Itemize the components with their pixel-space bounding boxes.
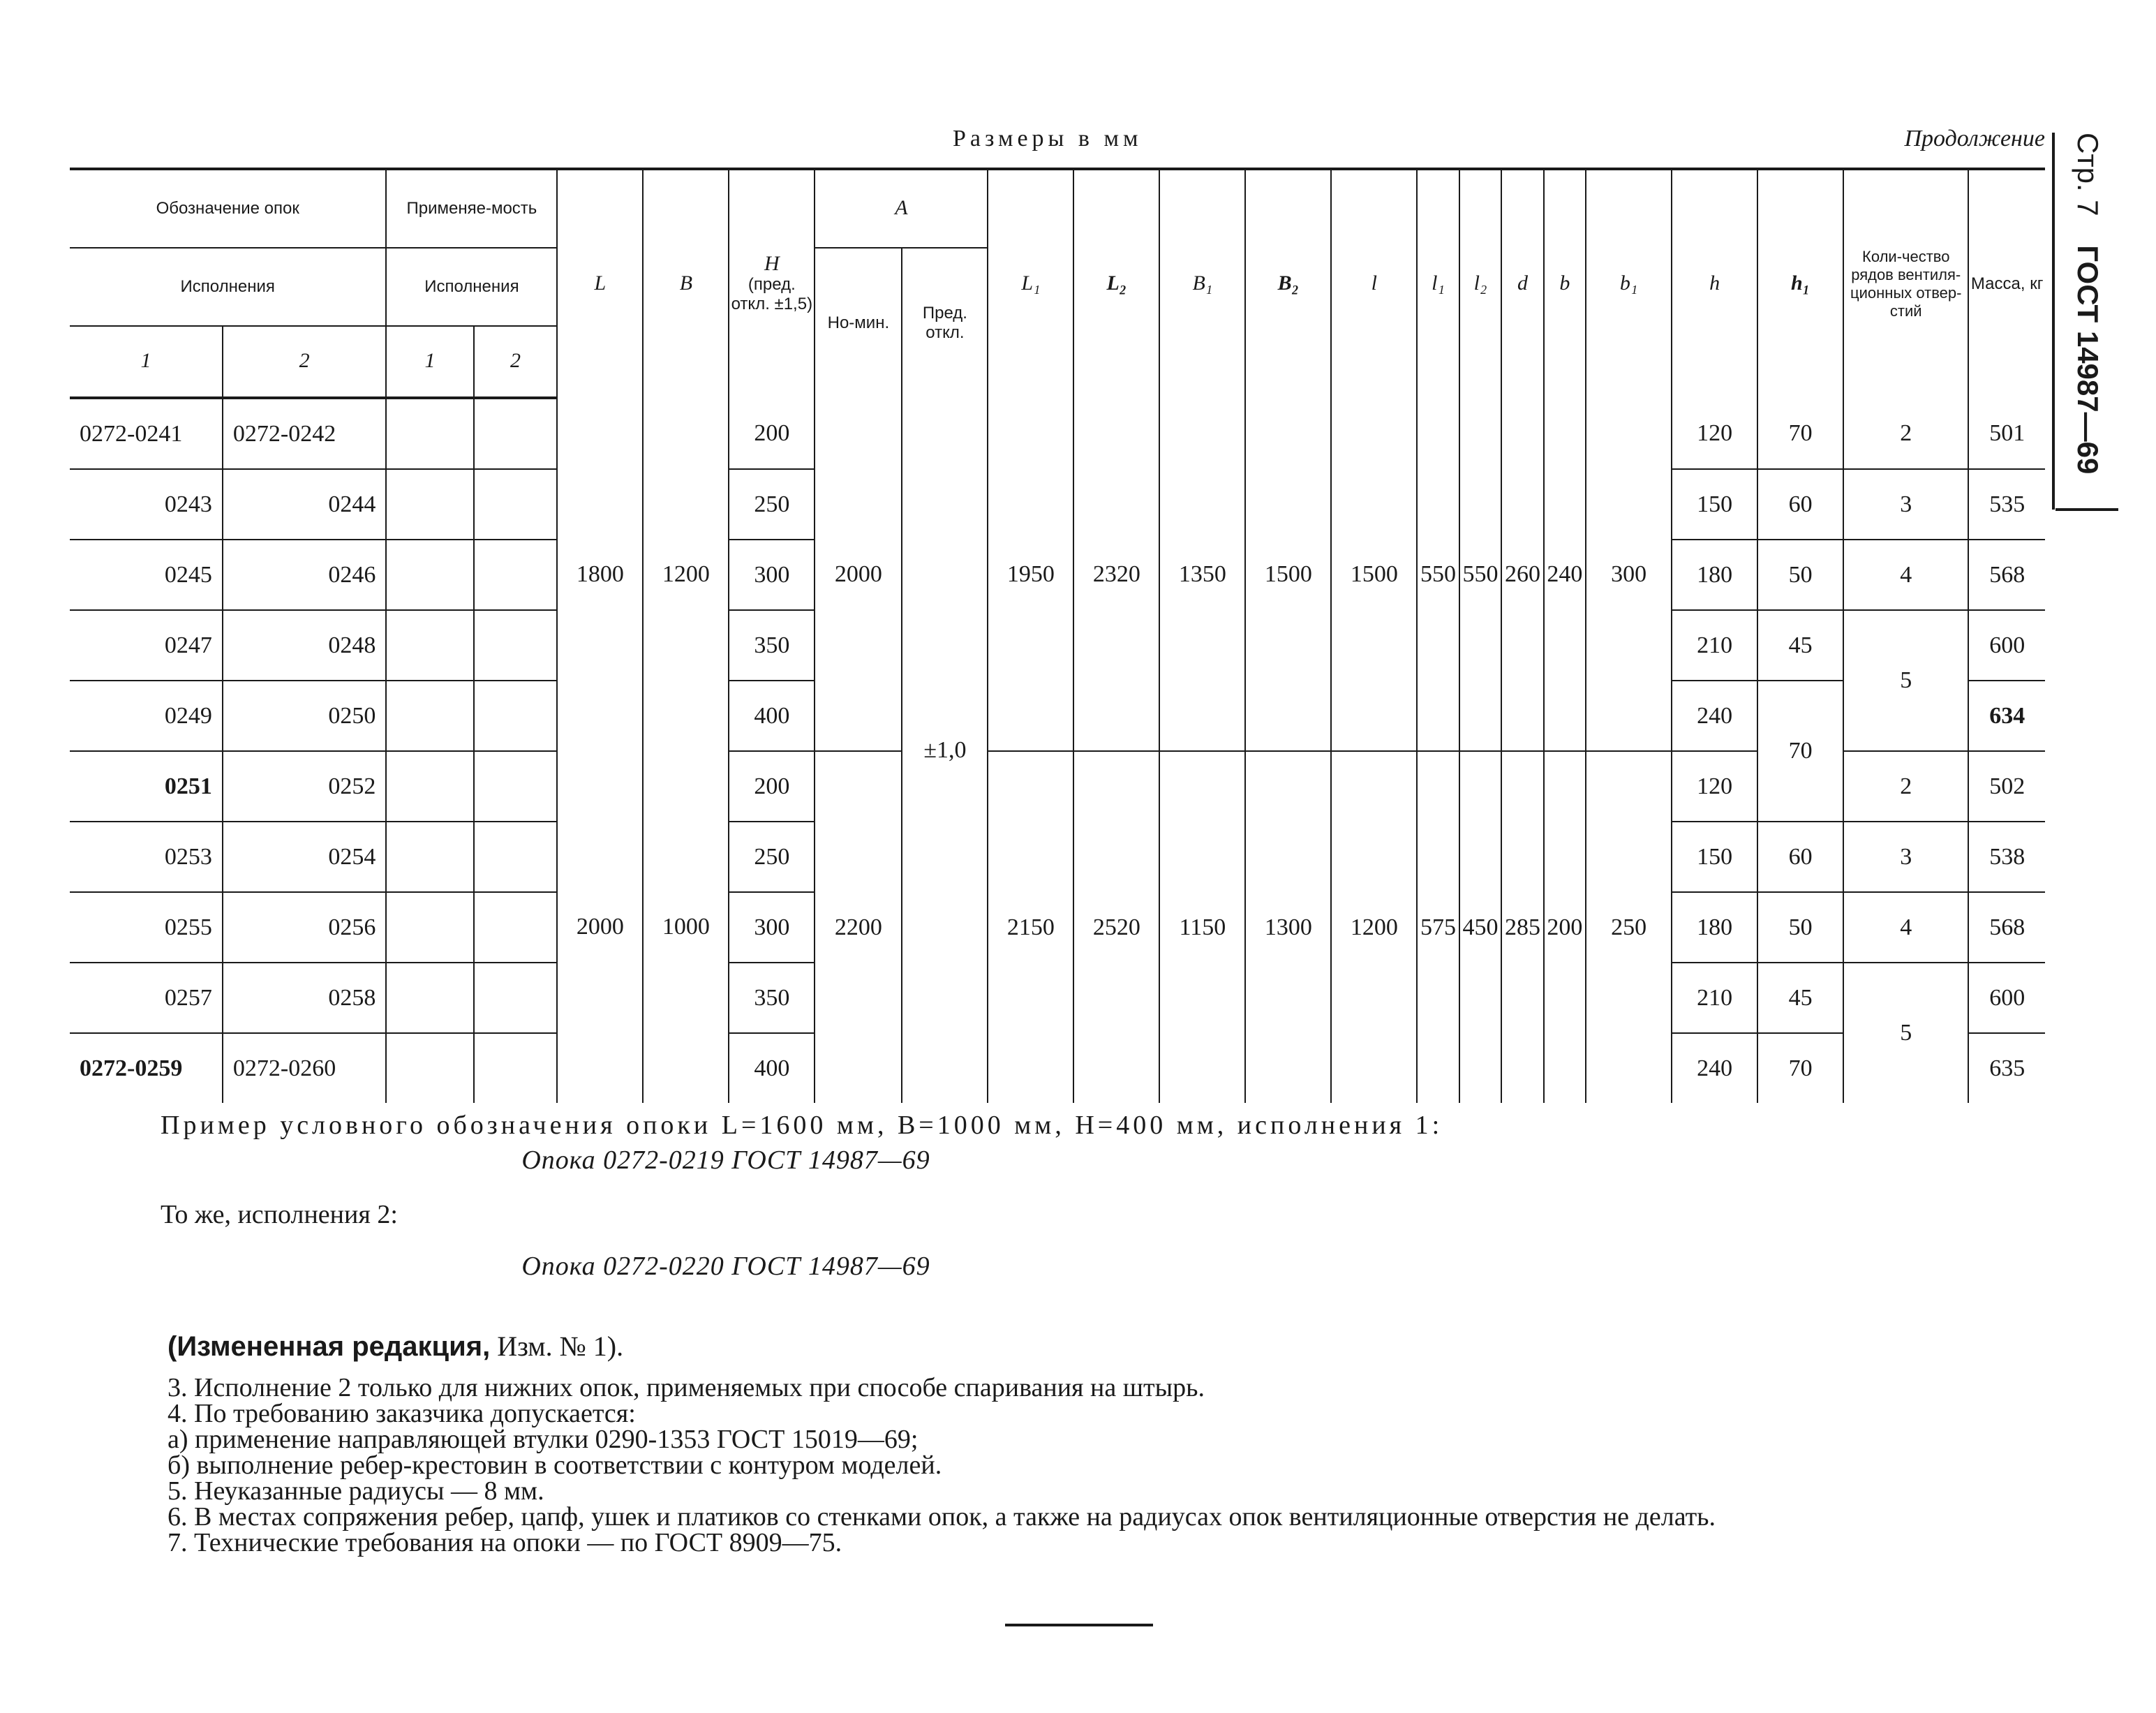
cell-mass: 635 [1968,1033,2045,1103]
note-4a: а) применение направляющей втулки 0290-1353 ГОСТ 15019—69; [168,1425,919,1454]
cell-L: 2000 [557,751,643,1103]
cell-d: 285 [1501,751,1543,1103]
header-rows-count: Коли-чество рядов вентиля-ционных отвер-стий [1843,169,1968,398]
applicability-2 [474,540,558,610]
applicability-1 [386,398,473,469]
designation-2: 0256 [223,892,387,963]
header-l1: l₁ [1417,169,1459,398]
example-same: То же, исполнения 2: [161,1200,398,1229]
cell-mass: 600 [1968,963,2045,1033]
header-var2-col: 2 [223,326,387,398]
spec-table [70,168,2045,1103]
designation-1: 0249 [70,681,223,751]
header-app1-col: 1 [386,326,473,398]
cell-l: 1200 [1331,751,1417,1103]
cell-mass: 538 [1968,822,2045,892]
applicability-2 [474,681,558,751]
cell-H: 250 [729,822,815,892]
cell-rows-count: 4 [1843,540,1968,610]
cell-l1: 550 [1417,398,1459,751]
applicability-2 [474,963,558,1033]
header-b: b [1544,169,1586,398]
cell-h1: 60 [1757,469,1843,540]
applicability-1 [386,681,473,751]
header-app2-col: 2 [474,326,558,398]
cell-h1: 50 [1757,540,1843,610]
note-4: 4. По требованию заказчика допускается: [168,1399,636,1428]
cell-mass: 568 [1968,540,2045,610]
header-h: h [1672,169,1757,398]
header-h1: h₁ [1757,169,1843,398]
designation-2: 0252 [223,751,387,822]
applicability-2 [474,892,558,963]
cell-h1: 70 [1757,398,1843,469]
cell-h: 210 [1672,963,1757,1033]
page-label: Стр. 7 [2072,133,2104,216]
cell-mass: 634 [1968,681,2045,751]
cell-H: 350 [729,963,815,1033]
designation-2: 0248 [223,610,387,681]
cell-mass: 600 [1968,610,2045,681]
applicability-2 [474,1033,558,1103]
cell-h: 120 [1672,398,1757,469]
cell-H: 250 [729,469,815,540]
note-3: 3. Исполнение 2 только для нижних опок, применяемых при способе спаривания на штырь. [168,1373,1205,1402]
applicability-1 [386,892,473,963]
header-B2: B₂ [1245,169,1331,398]
cell-L1: 2150 [988,751,1073,1103]
designation-1: 0243 [70,469,223,540]
header-L: L [557,169,643,398]
spec-table-wrapper [70,168,2045,1103]
cell-H: 300 [729,540,815,610]
cell-h1: 70 [1757,681,1843,822]
designation-1: 0253 [70,822,223,892]
bottom-rule [1005,1624,1153,1626]
header-line [70,126,2045,161]
designation-2: 0246 [223,540,387,610]
designation-2: 0254 [223,822,387,892]
applicability-2 [474,610,558,681]
cell-h1: 70 [1757,1033,1843,1103]
cell-H: 400 [729,1033,815,1103]
header-var1-col: 1 [70,326,223,398]
cell-h: 210 [1672,610,1757,681]
designation-2: 0258 [223,963,387,1033]
designation-2: 0272-0242 [223,398,387,469]
table-row [70,398,2045,469]
header-applicability: Применяе-мость [386,169,557,248]
cell-h: 240 [1672,1033,1757,1103]
designation-1: 0245 [70,540,223,610]
designation-1: 0255 [70,892,223,963]
example-designation-1: Опока 0272-0219 ГОСТ 14987—69 [521,1145,930,1175]
applicability-1 [386,822,473,892]
header-A-tol: Пред. откл. [902,248,988,398]
cell-h1: 60 [1757,822,1843,892]
header-variants-1: Исполнения [70,248,386,326]
cell-B: 1200 [643,398,729,751]
example-block [161,1110,2045,1282]
cell-h: 120 [1672,751,1757,822]
cell-b1: 300 [1586,398,1672,751]
header-l: l [1331,169,1417,398]
cell-L1: 1950 [988,398,1073,751]
note-5: 5. Неуказанные радиусы — 8 мм. [168,1476,544,1506]
side-header [2062,133,2118,524]
header-l2: l₂ [1459,169,1501,398]
cell-b: 240 [1544,398,1586,751]
cell-h: 180 [1672,540,1757,610]
notes-block [168,1330,2052,1557]
header-L2: L₂ [1073,169,1159,398]
header-A-nom: Но-мин. [815,248,902,398]
cell-B2: 1500 [1245,398,1331,751]
standard-label: ГОСТ 14987—69 [2072,245,2104,475]
cell-rows-count: 5 [1843,963,1968,1103]
designation-1: 0251 [70,751,223,822]
header-mass: Масса, кг [1968,169,2045,398]
header-B1: B₁ [1159,169,1245,398]
applicability-1 [386,1033,473,1103]
note-7: 7. Технические требования на опоки — по ГОСТ 8909—75. [168,1528,842,1557]
amendment-note: (Измененная редакция, Изм. № 1). [168,1330,624,1362]
cell-l: 1500 [1331,398,1417,751]
applicability-2 [474,398,558,469]
cell-rows-count: 5 [1843,610,1968,751]
header-A: A [815,169,988,248]
table-row [70,751,2045,822]
cell-h1: 50 [1757,892,1843,963]
header-L1: L₁ [988,169,1073,398]
note-4b: б) выполнение ребер-крестовин в соответствии с контуром моделей. [168,1451,942,1480]
cell-B: 1000 [643,751,729,1103]
header-d: d [1501,169,1543,398]
designation-2: 0272-0260 [223,1033,387,1103]
cell-h1: 45 [1757,610,1843,681]
cell-H: 200 [729,751,815,822]
applicability-1 [386,469,473,540]
applicability-2 [474,751,558,822]
cell-mass: 568 [1968,892,2045,963]
cell-rows-count: 3 [1843,822,1968,892]
designation-2: 0244 [223,469,387,540]
cell-rows-count: 4 [1843,892,1968,963]
cell-mass: 535 [1968,469,2045,540]
header-designation: Обозначение опок [70,169,386,248]
applicability-2 [474,822,558,892]
example-designation-2: Опока 0272-0220 ГОСТ 14987—69 [521,1252,930,1281]
cell-H: 350 [729,610,815,681]
header-B: B [643,169,729,398]
applicability-1 [386,963,473,1033]
designation-1: 0272-0259 [80,1055,183,1081]
note-6: 6. В местах сопряжения ребер, цапф, ушек и платиков со стенками опок, а также на радиусах опок вентиляционные отверстия не делать. [168,1502,1716,1532]
cell-b: 200 [1544,751,1586,1103]
applicability-2 [474,469,558,540]
cell-mass: 502 [1968,751,2045,822]
header-b1: b₁ [1586,169,1672,398]
example-intro: Пример условного обозначения опоки L=1600 мм, B=1000 мм, H=400 мм, исполнения 1: [161,1111,1443,1140]
cell-rows-count: 3 [1843,469,1968,540]
designation-1: 0257 [70,963,223,1033]
cell-h: 150 [1672,822,1757,892]
designation-1: 0272-0241 [70,398,223,469]
cell-A-nom: 2200 [815,751,902,1103]
header-variants-2: Исполнения [386,248,557,326]
cell-B1: 1350 [1159,398,1245,751]
cell-A-nom: 2000 [815,398,902,751]
cell-rows-count: 2 [1843,751,1968,822]
cell-h: 180 [1672,892,1757,963]
applicability-1 [386,751,473,822]
cell-l1: 575 [1417,751,1459,1103]
cell-l2: 550 [1459,398,1501,751]
side-rule [2052,133,2055,510]
cell-L2: 2320 [1073,398,1159,751]
continuation-label: Продолжение [1904,126,2045,151]
applicability-1 [386,610,473,681]
cell-H: 400 [729,681,815,751]
cell-H: 200 [729,398,815,469]
cell-h1: 45 [1757,963,1843,1033]
cell-b1: 250 [1586,751,1672,1103]
header-H: H (пред. откл. ±1,5) [729,169,815,398]
cell-h: 150 [1672,469,1757,540]
cell-L2: 2520 [1073,751,1159,1103]
cell-L: 1800 [557,398,643,751]
cell-d: 260 [1501,398,1543,751]
cell-A-tol: ±1,0 [902,398,988,1103]
cell-rows-count: 2 [1843,398,1968,469]
applicability-1 [386,540,473,610]
cell-l2: 450 [1459,751,1501,1103]
cell-h: 240 [1672,681,1757,751]
cell-mass: 501 [1968,398,2045,469]
cell-H: 300 [729,892,815,963]
designation-1: 0247 [70,610,223,681]
cell-B1: 1150 [1159,751,1245,1103]
sizes-caption: Размеры в мм [953,126,1143,151]
designation-2: 0250 [223,681,387,751]
cell-B2: 1300 [1245,751,1331,1103]
